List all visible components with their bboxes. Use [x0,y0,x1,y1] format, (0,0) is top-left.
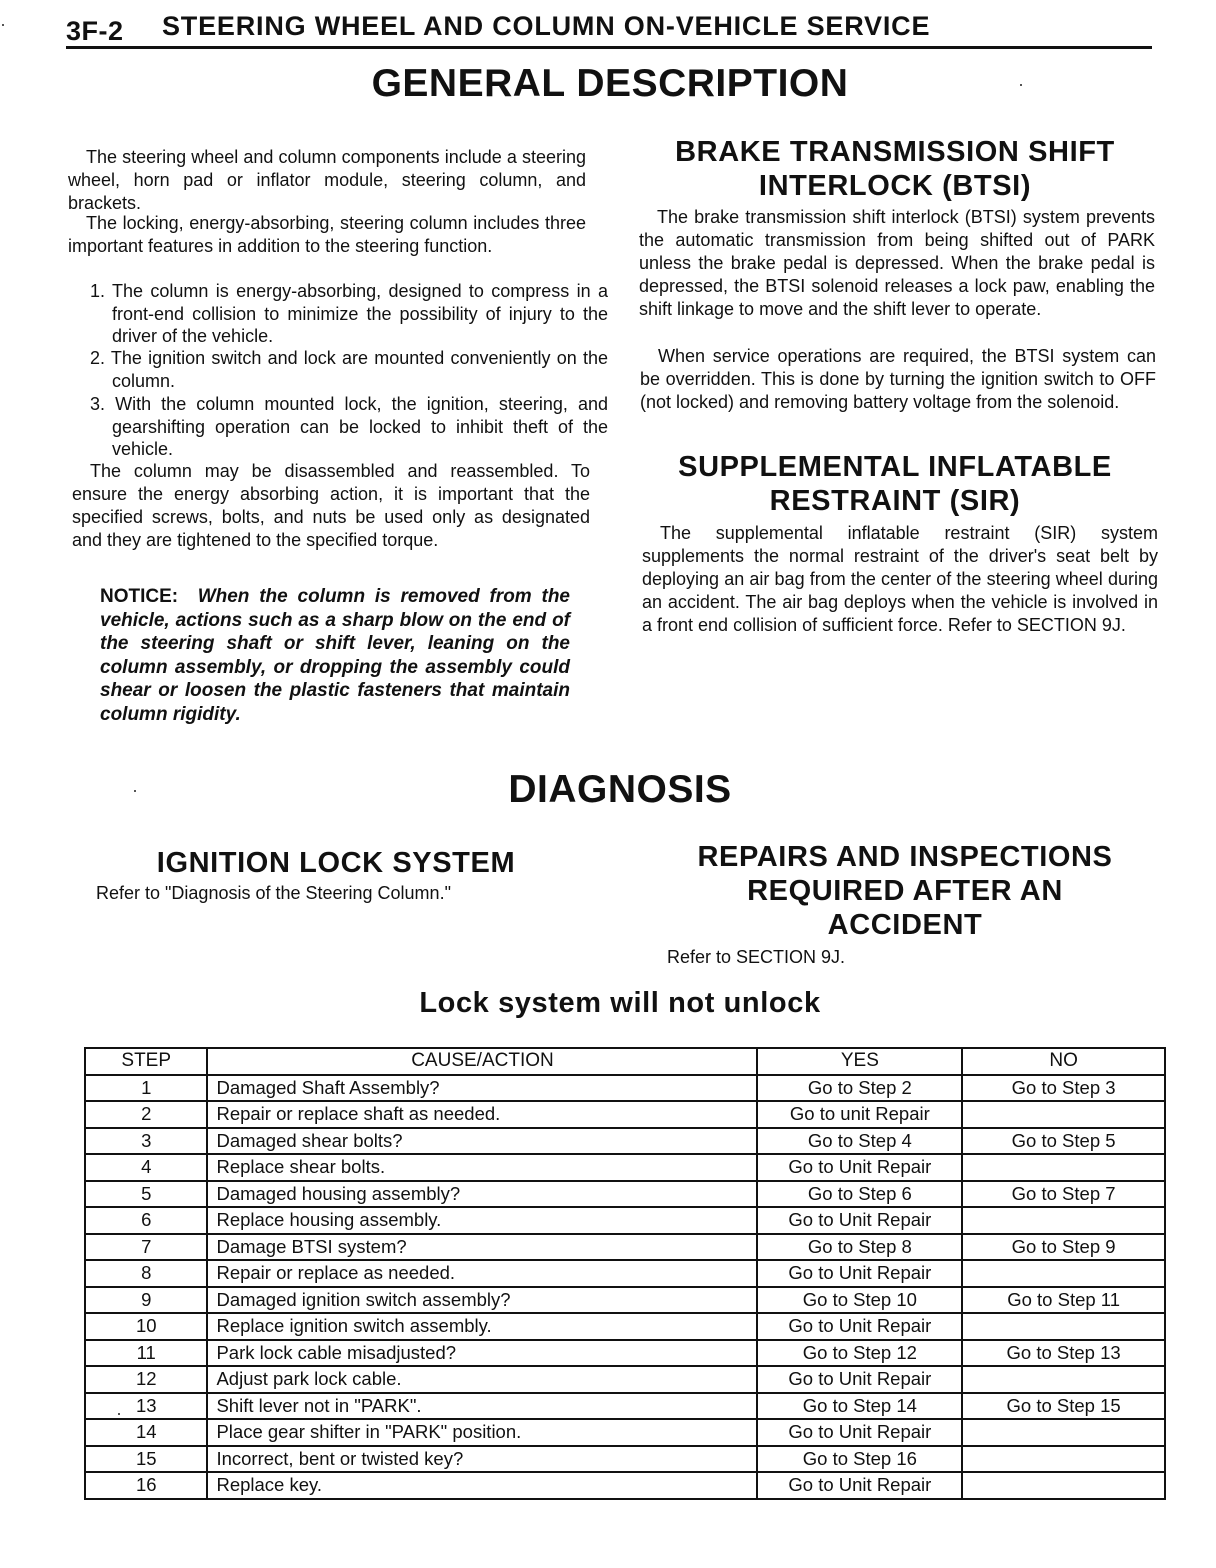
notice-block [100,585,570,726]
btsi-para-1: The brake transmission shift interlock (BTSI) system prevents the automatic transmission from being shifted out of PARK unless the brake pedal is depressed. When the brake pedal is depressed, the BTSI solenoid releases a lock paw, enabling the shift linkage to move and the shift lever to operate. [639,207,1155,319]
col-header-yes: YES [757,1048,962,1075]
col-header-step: STEP [85,1048,207,1075]
table-row: 1 Damaged Shaft Assembly? Go to Step 2 Go to Step 3 [85,1075,1165,1102]
ignition-lock-text: Refer to "Diagnosis of the Steering Column." [96,883,451,903]
diagnosis-table [84,1047,1166,1500]
feature-list-item: 3. With the column mounted lock, the ignition, steering, and gearshifting operation can be locked to inhibit theft of the vehicle. [90,394,608,459]
table-row: 11 Park lock cable misadjusted? Go to Step 12 Go to Step 13 [85,1340,1165,1367]
btsi-heading: BRAKE TRANSMISSION SHIFT INTERLOCK (BTSI) [675,136,1115,202]
table-title: Lock system will not unlock [419,987,821,1019]
section-title: STEERING WHEEL AND COLUMN ON-VEHICLE SERVICE [162,11,931,41]
scan-speck [1020,84,1022,86]
table-row: 8 Repair or replace as needed. Go to Unit Repair [85,1260,1165,1287]
table-header-row [85,1048,1165,1075]
table-row: 7 Damage BTSI system? Go to Step 8 Go to Step 9 [85,1234,1165,1261]
general-para-2: The locking, energy-absorbing, steering column includes three important features in addition to the steering function. [68,213,586,256]
table-row: 10 Replace ignition switch assembly. Go to Unit Repair [85,1313,1165,1340]
notice-text: When the column is removed from the vehicle, actions such as a sharp blow on the end of the steering shaft or shift lever, leaning on the column assembly, or dropping the assembly could shear or loosen the plastic fasteners that maintain column rigidity. [100,586,570,725]
table-row: 16 Replace key. Go to Unit Repair [85,1472,1165,1499]
scan-speck [134,790,136,792]
running-header [66,6,1152,49]
col-header-cause: CAUSE/ACTION [207,1048,757,1075]
table-row: 13 Shift lever not in "PARK". Go to Step 14 Go to Step 15 [85,1393,1165,1420]
table-row: 2 Repair or replace shaft as needed. Go to unit Repair [85,1101,1165,1128]
sir-heading: SUPPLEMENTAL INFLATABLE RESTRAINT (SIR) [678,451,1112,517]
feature-list-item: 1. The column is energy-absorbing, designed to compress in a front-end collision to minimize the possibility of injury to the driver of the vehicle. [90,281,608,346]
diagnosis-heading: DIAGNOSIS [508,768,732,811]
general-para-1: The steering wheel and column components include a steering wheel, horn pad or inflator module, steering column, and brackets. [68,147,586,213]
notice-label: NOTICE: [100,586,179,607]
table-row: 5 Damaged housing assembly? Go to Step 6 Go to Step 7 [85,1181,1165,1208]
sir-para-1: The supplemental inflatable restraint (SIR) system supplements the normal restraint of the driver's seat belt by deploying an air bag from the center of the steering wheel during an accident. The air bag deploys when the vehicle is involved in a front end collision of sufficient force. Refer to SECTION 9J. [642,523,1158,635]
table-row: 6 Replace housing assembly. Go to Unit Repair [85,1207,1165,1234]
feature-list-item: 2. The ignition switch and lock are mounted conveniently on the column. [90,348,608,391]
btsi-para-2: When service operations are required, the BTSI system can be overridden. This is done by turning the ignition switch to OFF (not locked) and removing battery voltage from the solenoid. [640,346,1156,412]
table-row: 14 Place gear shifter in "PARK" position. Go to Unit Repair [85,1419,1165,1446]
table-row: 9 Damaged ignition switch assembly? Go to Step 10 Go to Step 11 [85,1287,1165,1314]
repairs-text: Refer to SECTION 9J. [667,947,846,967]
scan-speck [2,24,4,26]
ignition-lock-heading: IGNITION LOCK SYSTEM [156,847,516,879]
col-header-no: NO [962,1048,1165,1075]
general-description-heading: GENERAL DESCRIPTION [371,62,849,105]
table-row: 12 Adjust park lock cable. Go to Unit Repair [85,1366,1165,1393]
scan-speck [118,1413,120,1415]
page-code: 3F-2 [66,16,124,46]
table-row: 3 Damaged shear bolts? Go to Step 4 Go to Step 5 [85,1128,1165,1155]
table-row: 4 Replace shear bolts. Go to Unit Repair [85,1154,1165,1181]
repairs-heading: REPAIRS AND INSPECTIONS REQUIRED AFTER AN ACCIDENT [697,841,1113,941]
table-row: 15 Incorrect, bent or twisted key? Go to Step 16 [85,1446,1165,1473]
general-para-3: The column may be disassembled and reassembled. To ensure the energy absorbing action, it is important that the specified screws, bolts, and nuts be used only as designated and they are tightened to the specified torque. [72,461,590,550]
